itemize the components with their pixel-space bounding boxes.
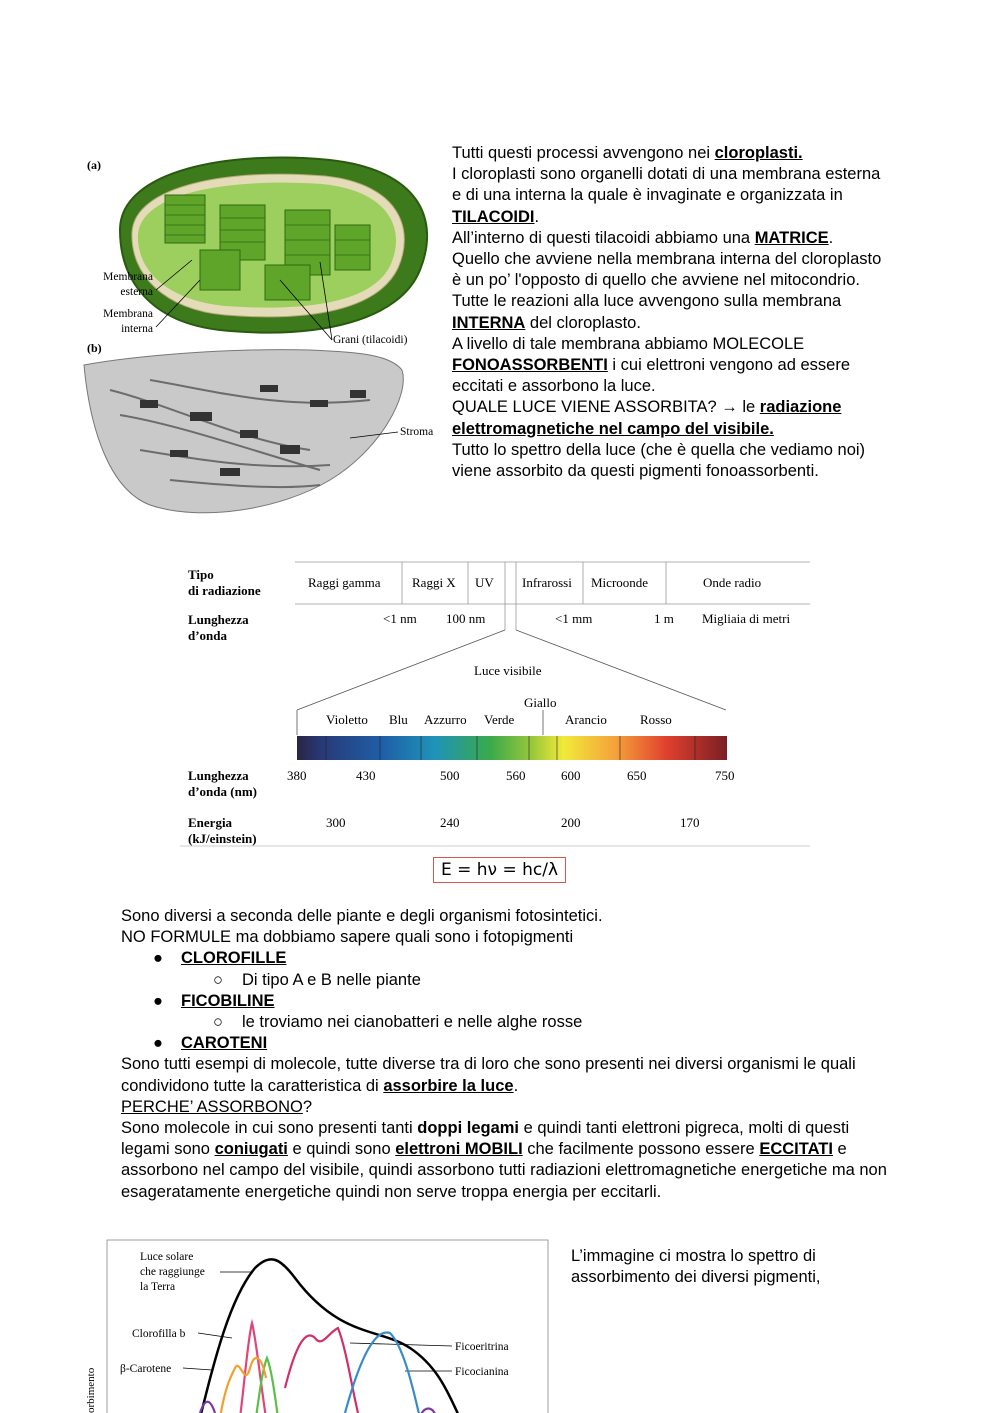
text: le troviamo nei cianobatteri e nelle alghe rosse — [242, 1013, 583, 1032]
highlight: elettroni MOBILI — [395, 1140, 523, 1159]
list-item: ● CLOROFILLE — [153, 949, 287, 968]
sunlight-curve — [200, 1259, 460, 1413]
highlight: FONOASSORBENTI — [452, 356, 608, 375]
wavelength-label: <1 nm — [383, 611, 417, 626]
visible-spectrum-bar — [297, 736, 727, 760]
energy-value: 170 — [680, 815, 700, 830]
text: del cloroplasto. — [525, 313, 641, 332]
text: Quello che avviene nella membrana interna del cloroplasto è un po’ l'opposto di quello che avviene nel mitocondrio. — [452, 250, 882, 290]
label-carotene: β-Carotene — [120, 1363, 172, 1375]
figure-label-b: (b) — [87, 341, 102, 355]
list-item: ● CAROTENI — [153, 1034, 268, 1053]
text: PERCHE’ ASSORBONO — [121, 1097, 303, 1116]
energy-label-2: (kJ/einstein) — [188, 831, 257, 846]
text: e quindi sono — [287, 1140, 396, 1159]
list-item: ○ le troviamo nei cianobatteri e nelle alghe rosse — [213, 1013, 583, 1032]
text: e quindi tanti elettroni pigreca, molti di questi legami sono — [121, 1119, 850, 1159]
formula: E = hν = hc/λ — [440, 860, 559, 880]
wavelength-label: 100 nm — [446, 611, 486, 626]
nm-value: 380 — [287, 768, 307, 783]
label-ficocianina: Ficocianina — [455, 1366, 509, 1378]
text: All’interno di questi tilacoidi abbiamo una — [452, 228, 755, 247]
highlight: coniugati — [214, 1140, 288, 1159]
text: . — [513, 1076, 519, 1095]
wavelength-label: <1 mm — [555, 611, 593, 626]
text: . — [828, 228, 834, 247]
energy-value: 300 — [326, 815, 346, 830]
type-label: UV — [475, 575, 494, 590]
chlorophyll-b-curve — [240, 1323, 266, 1413]
wavelength-label: Migliaia di metri — [702, 611, 791, 626]
absorption-caption: L’immagine ci mostra lo spettro di assorbimento dei diversi pigmenti, — [571, 1247, 821, 1287]
text: Di tipo A e B nelle piante — [242, 970, 421, 989]
list-item: ● FICOBILINE — [153, 991, 275, 1010]
label-ficoeritrina: Ficoeritrina — [455, 1341, 509, 1353]
energy-label-1: Energia — [188, 815, 233, 830]
type-label: Raggi gamma — [308, 575, 381, 590]
nm-value: 650 — [627, 768, 647, 783]
energy-value: 240 — [440, 815, 460, 830]
highlight: MATRICE — [754, 228, 829, 247]
highlight: radiazione elettromagnetiche nel campo del visibile. — [452, 398, 842, 438]
type-label: Raggi X — [412, 575, 456, 590]
figure-label-a: (a) — [87, 158, 101, 172]
text: . — [534, 207, 540, 226]
chloroplast-figure — [80, 150, 440, 525]
text: Tutte le reazioni alla luce avvengono sulla membrana — [452, 292, 842, 311]
row-label-lunghezza-2: d’onda — [188, 628, 228, 643]
label-sunlight-1: Luce solare — [140, 1251, 194, 1263]
row-label-tipo-1: Tipo — [188, 567, 214, 582]
color-label: Blu — [389, 712, 408, 727]
nm-value: 750 — [715, 768, 735, 783]
text: A livello di tale membrana abbiamo MOLECOLE — [452, 334, 805, 353]
absorption-figure — [80, 1238, 552, 1413]
text: QUALE LUCE VIENE ASSORBITA? → le — [452, 398, 760, 417]
label-stroma: Stroma — [400, 426, 434, 438]
color-label: Giallo — [524, 695, 557, 710]
color-label: Azzurro — [424, 712, 467, 727]
label-sunlight-2: che raggiunge — [140, 1266, 205, 1278]
nm-value: 500 — [440, 768, 460, 783]
pigments-text — [121, 906, 891, 1203]
text: e assorbono nel campo del visibile, quindi assorbono tutti radiazioni elettromagnetiche energetiche ma non esageratamente energetiche quindi non serve troppa energia per eccitarli. — [121, 1140, 887, 1201]
color-label: Violetto — [326, 712, 368, 727]
color-label: Rosso — [640, 712, 672, 727]
text: Tutto lo spettro della luce (che è quella che vediamo noi) viene assorbito da questi pigmenti fonoassorbenti. — [452, 440, 866, 481]
text: che facilmente possono essere — [522, 1140, 760, 1159]
text: NO FORMULE ma dobbiamo sapere quali sono i fotopigmenti — [121, 928, 574, 947]
pigment-name: CAROTENI — [181, 1034, 268, 1053]
text: Sono tutti esempi di molecole, tutte diverse tra di loro che sono presenti nei diversi organismi le quali condividono tutte la caratteristica di — [121, 1055, 856, 1095]
highlight: assorbire la luce — [383, 1076, 514, 1095]
text: Tutti questi processi avvengono nei — [452, 144, 715, 162]
type-label: Onde radio — [703, 575, 762, 590]
spectrum-figure — [180, 555, 820, 855]
label-grani: Grani (tilacoidi) — [333, 334, 408, 346]
text: ? — [302, 1097, 313, 1116]
formula-box — [433, 857, 566, 883]
wavelength-label: 1 m — [654, 611, 674, 626]
highlight: cloroplasti. — [714, 144, 803, 162]
label-membrana-interna-1: Membrana — [103, 308, 153, 320]
pigment-name: CLOROFILLE — [181, 949, 287, 968]
text: Sono molecole in cui sono presenti tanti — [121, 1119, 418, 1138]
nm-label-2: d’onda (nm) — [188, 784, 257, 799]
label-membrana-interna-2: interna — [121, 323, 153, 335]
yaxis-label: orbimento — [85, 1367, 97, 1413]
label-sunlight-3: la Terra — [140, 1281, 176, 1293]
text: i cui elettroni vengono ad essere eccitati e assorbono la luce. — [452, 356, 850, 396]
nm-value: 560 — [506, 768, 526, 783]
color-label: Verde — [484, 712, 515, 727]
text: I cloroplasti sono organelli dotati di una membrana esterna e di una interna la quale è invaginate e organizzata in — [452, 165, 881, 205]
label-chlorophyll-b: Clorofilla b — [132, 1328, 186, 1340]
highlight: ECCITATI — [759, 1140, 833, 1159]
list-item: ○ Di tipo A e B nelle piante — [213, 970, 421, 989]
color-label: Arancio — [565, 712, 607, 727]
nm-label-1: Lunghezza — [188, 768, 249, 783]
energy-value: 200 — [561, 815, 581, 830]
row-label-tipo-2: di radiazione — [188, 583, 261, 598]
chloroplast-description — [452, 143, 892, 482]
highlight: INTERNA — [452, 313, 526, 332]
type-label: Microonde — [591, 575, 649, 590]
pigment-name: FICOBILINE — [181, 991, 275, 1010]
visible-light-label: Luce visibile — [474, 663, 542, 678]
purple-tail-curve — [420, 1409, 436, 1413]
row-label-lunghezza-1: Lunghezza — [188, 612, 249, 627]
type-label: Infrarossi — [522, 575, 572, 590]
highlight: doppi legami — [417, 1119, 520, 1138]
highlight: TILACOIDI — [452, 207, 535, 226]
nm-value: 430 — [356, 768, 376, 783]
label-membrana-esterna-1: Membrana — [103, 271, 153, 283]
nm-value: 600 — [561, 768, 581, 783]
text: Sono diversi a seconda delle piante e degli organismi fotosintetici. — [121, 907, 603, 925]
ficoeritrina-curve — [285, 1328, 358, 1413]
label-membrana-esterna-2: esterna — [120, 286, 153, 298]
